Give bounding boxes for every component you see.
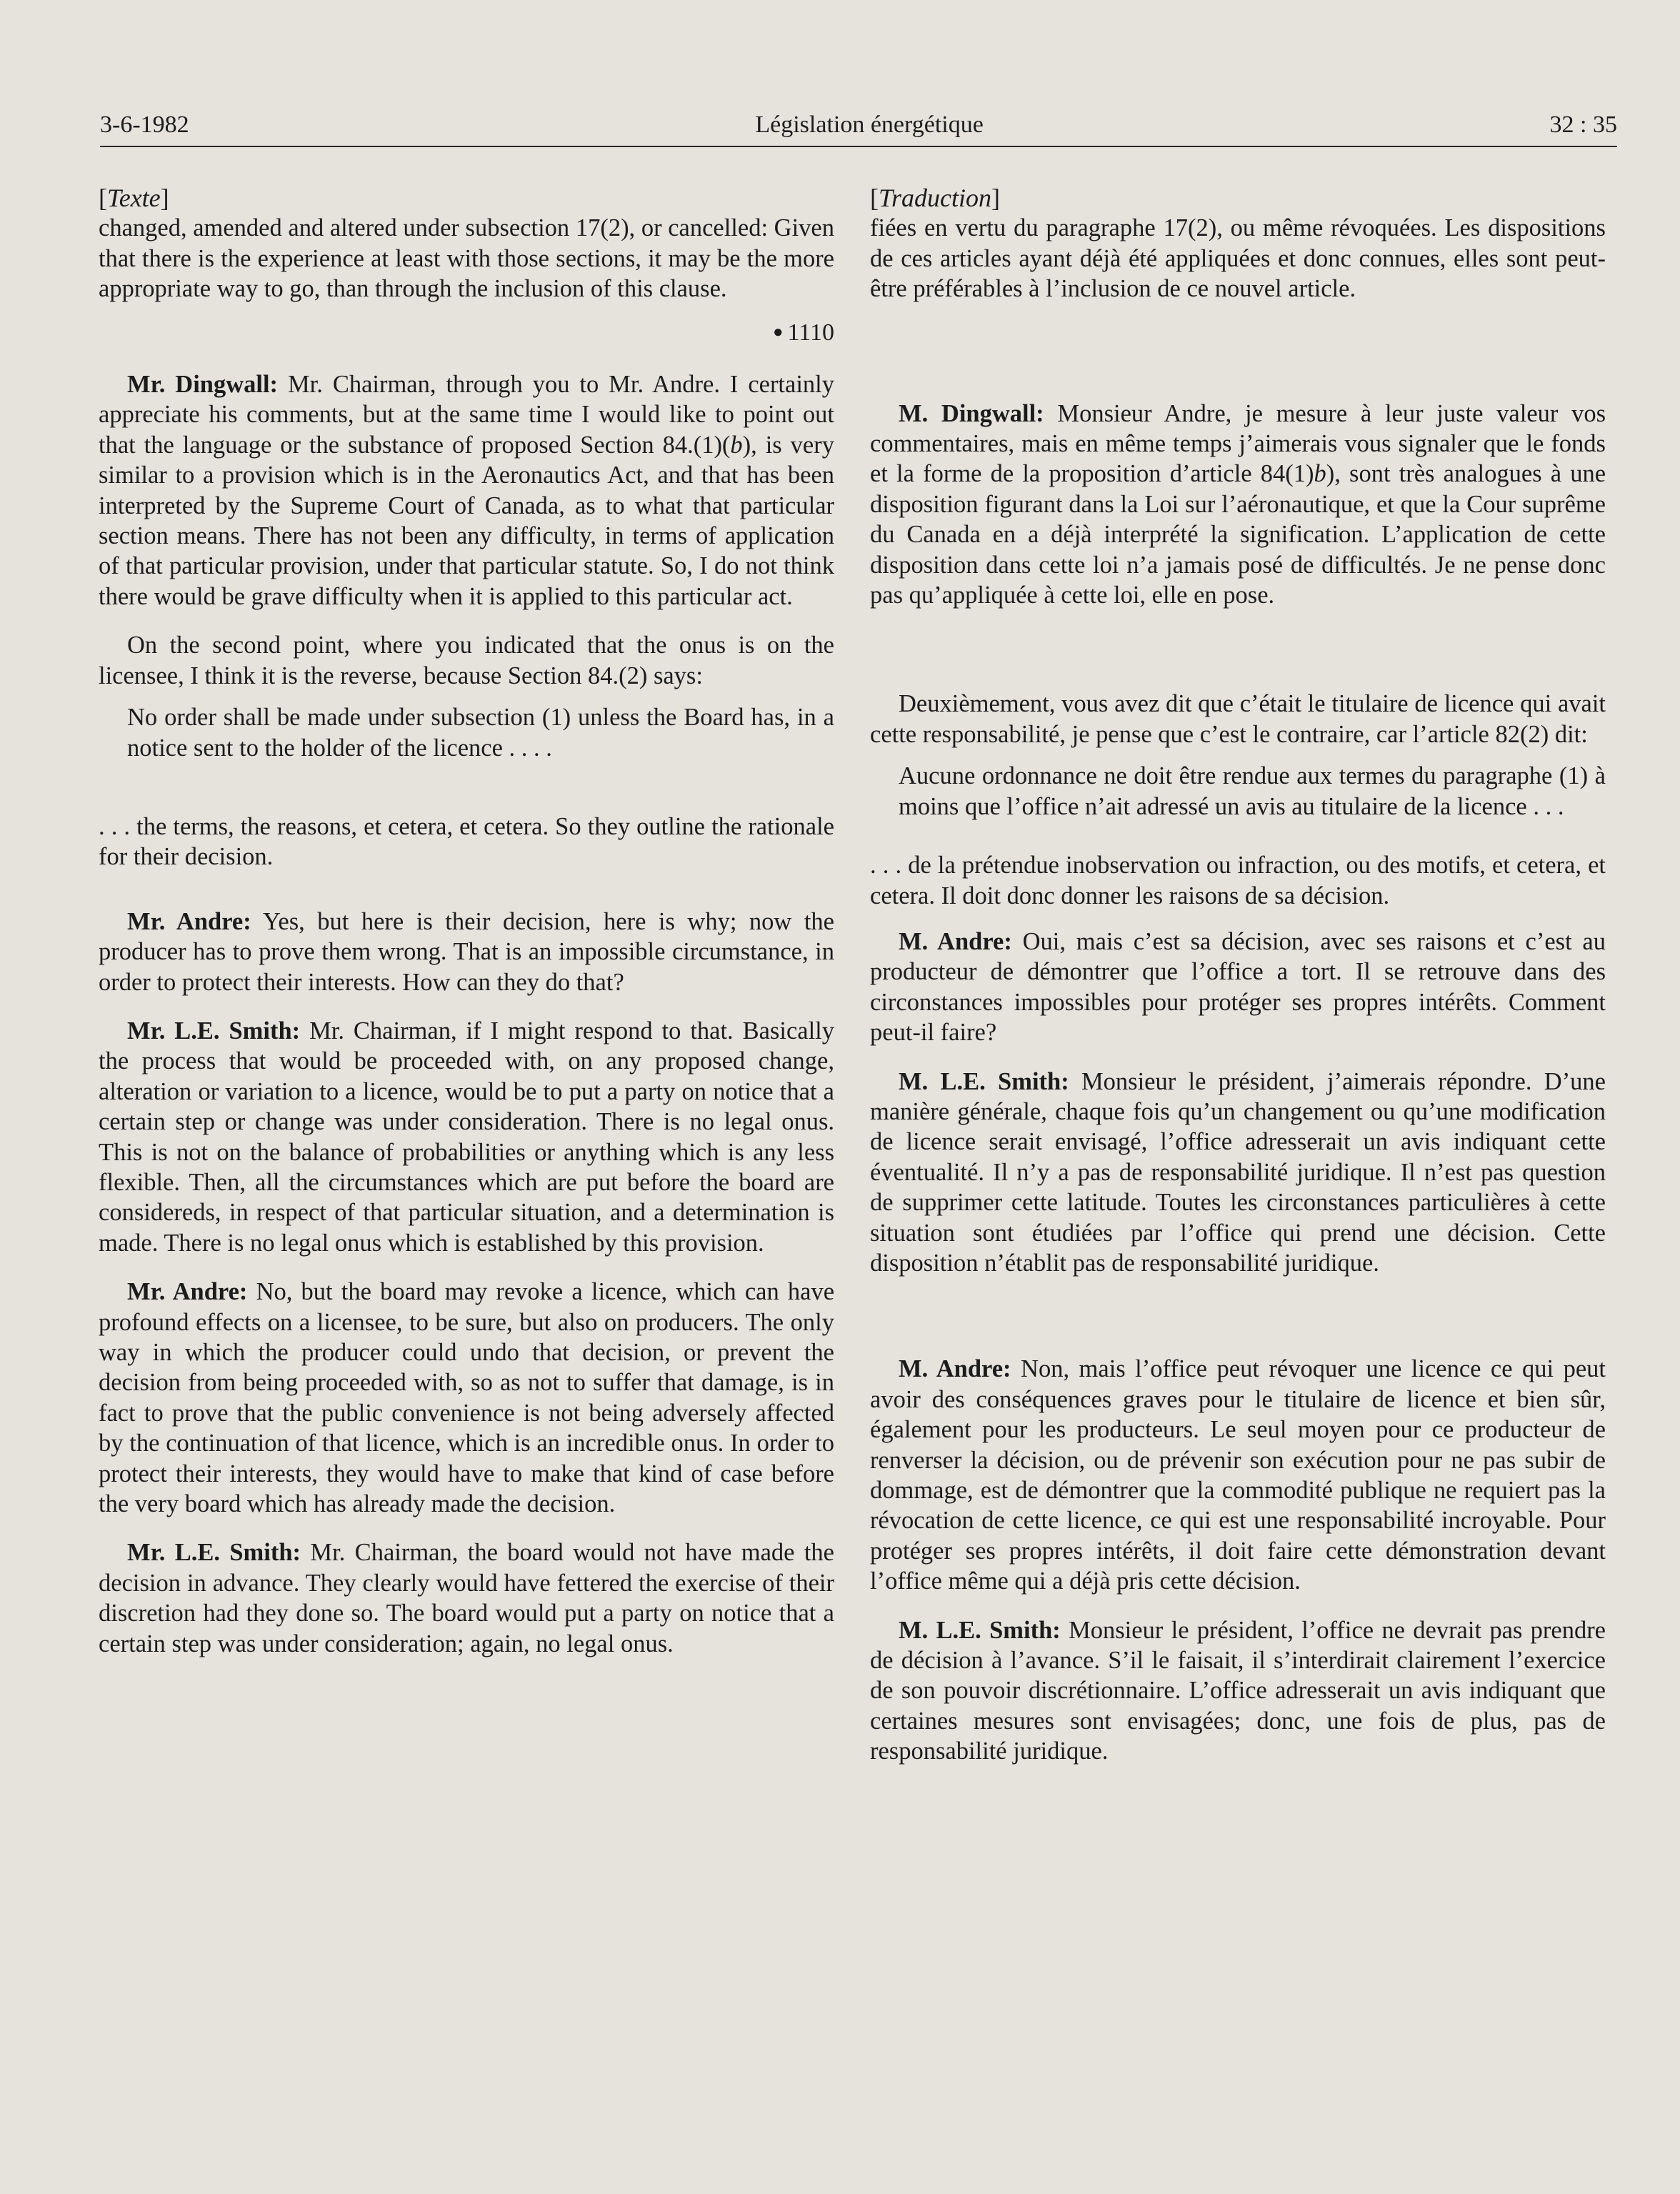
speaker-name: M. Andre: [899, 1355, 1011, 1383]
header-title: Législation énergétique [755, 111, 984, 138]
speech-smith: M. L.E. Smith: Monsieur le président, j’aimerais répondre. D’une manière générale, chaque fois qu’un changement ou qu’une modification de licence serait envisagé, l’office adresserait un avis indiquant cette éventualité. Il n’y a pas de responsabilité juridique. Il n’est pas question de supprimer cette latitude. Toutes les circonstances particulières à cette situation sont étudiées par l’office qui prend une décision. Cette disposition n’établit pas de responsabilité juridique. [870, 1067, 1606, 1277]
speaker-name: M. Dingwall: [899, 399, 1044, 427]
header-page-number: 32 : 35 [1549, 111, 1617, 138]
speaker-name: Mr. Dingwall: [127, 371, 279, 399]
speech-dingwall: M. Dingwall: Monsieur Andre, je mesure à leur juste valeur vos commentaires, mais en même temps j’aimerais vous signaler que le fonds et la forme de la proposition d’article 84(1)b), sont très analogues à une disposition figurant dans la Loi sur l’aéronautique, et que la Cour suprême du Canada en a déjà interprété la signification. L’application de cette disposition dans cette loi n’a jamais posé de difficultés. Je ne pense donc pas qu’appliquée à cette loi, elle en pose. [870, 399, 1606, 609]
paragraph: . . . the terms, the reasons, et cetera, et cetera. So they outline the rationale for their decision. [99, 812, 834, 871]
speaker-name: M. Andre: [899, 927, 1012, 955]
block-quote: Aucune ordonnance ne doit être rendue aux termes du paragraphe (1) à moins que l’office n’ait adressé un avis au titulaire de la licence . . . [899, 762, 1606, 820]
bullet-icon: ● [773, 322, 784, 341]
speech-andre: M. Andre: Oui, mais c’est sa décision, avec ses raisons et c’est au producteur de démontrer que l’office a tort. Il se retrouve dans des circonstances impossibles pour protéger ses propres intérêts. Comment peut-il faire? [870, 927, 1606, 1047]
header-date: 3-6-1982 [100, 111, 189, 138]
paragraph: changed, amended and altered under subsection 17(2), or cancelled: Given that there is the experience at least with those sections, it may be the more appropriate way to go, than through the inclusion of this clause. [99, 214, 834, 303]
speaker-name: Mr. Andre: [127, 1278, 248, 1306]
speaker-name: Mr. Andre: [127, 907, 251, 935]
speech-smith: M. L.E. Smith: Monsieur le président, l’office ne devrait pas prendre de décision à l’avance. S’il le faisait, il s’interdirait clairement l’exercice de son pouvoir discrétionnaire. L’office adresserait un avis indiquant que certaines mesures sont envisagées; donc, une fois de plus, pas de responsabilité juridique. [870, 1616, 1606, 1765]
english-column [99, 183, 834, 1659]
column-label-translation: [Traduction] [870, 184, 1001, 212]
french-column [870, 183, 1606, 1767]
speaker-name: Mr. L.E. Smith: [127, 1017, 301, 1044]
speech-andre: Mr. Andre: No, but the board may revoke a licence, which can have profound effects on a licensee, to be sure, but also on producers. The only way in which the producer could undo that decision, or prevent the decision from being proceeded with, so as not to suffer that damage, is in fact to prove that the public convenience is not being adversely affected by the continuation of that licence, which is an incredible onus. In order to protect their interests, they would have to make that kind of case before the very board which has already made the decision. [99, 1278, 835, 1518]
speech-smith: Mr. L.E. Smith: Mr. Chairman, if I might respond to that. Basically the process that would be proceeded with, on any proposed change, alteration or variation to a licence, would be to put a party on notice that a certain step or change was under consideration. There is no legal onus. This is not on the balance of probabilities or anything which is any less flexible. Then, all the circumstances which are put before the board are considereds, in respect of that particular situation, and a determination is made. There is no legal onus which is established by this provision. [99, 1017, 834, 1257]
speech-dingwall: Mr. Dingwall: Mr. Chairman, through you to Mr. Andre. I certainly appreciate his comments, but at the same time I would like to point out that the language or the substance of proposed Section 84.(1)(b), is very similar to a provision which is in the Aeronautics Act, and that has been interpreted by the Supreme Court of Canada, as to what that particular section means. There has not been any difficulty, in terms of application of that particular provision, under that particular statute. So, I do not think there would be grave difficulty when it is applied to this particular act. [99, 371, 834, 610]
paragraph: . . . de la prétendue inobservation ou infraction, ou des motifs, et cetera, et cetera. Il doit donc donner les raisons de sa décision. [870, 852, 1606, 909]
paragraph: Deuxièmement, vous avez dit que c’était le titulaire de licence qui avait cette responsabilité, je pense que c’est le contraire, car l’article 82(2) dit: [870, 690, 1606, 748]
speech-andre: Mr. Andre: Yes, but here is their decision, here is why; now the producer has to prove them wrong. That is an impossible circumstance, in order to protect their interests. How can they do that? [99, 907, 834, 996]
block-quote: No order shall be made under subsection (1) unless the Board has, in a notice sent to the holder of the licence . . . . [127, 704, 834, 762]
paragraph: fiées en vertu du paragraphe 17(2), ou même révoquées. Les dispositions de ces articles ayant déjà été appliquées et donc connues, elles sont peut-être préférables à l’inclusion de ce nouvel article. [870, 214, 1606, 303]
paragraph: On the second point, where you indicated that the onus is on the licensee, I think it is the reverse, because Section 84.(2) says: [99, 632, 834, 689]
column-label-text: [Texte] [99, 184, 169, 212]
running-header [100, 109, 1617, 147]
speech-andre: M. Andre: Non, mais l’office peut révoquer une licence ce qui peut avoir des conséquences graves pour le titulaire de licence et bien sûr, également pour les producteurs. Le seul moyen pour ce producteur de renverser la décision, ou de prévenir son exécution pour ne pas subir de dommage, est de démontrer que la commodité publique ne requiert pas la révocation de cette licence, ce qui est une responsabilité incroyable. Pour protéger ses propres intérêts, il doit faire cette démonstration devant l’office même qui a déjà pris cette décision. [870, 1355, 1606, 1595]
speech-smith: Mr. L.E. Smith: Mr. Chairman, the board would not have made the decision in advance. They clearly would have fettered the exercise of their discretion had they done so. The board would put a party on notice that a certain step was under consideration; again, no legal onus. [99, 1539, 834, 1657]
speaker-name: M. L.E. Smith: [899, 1067, 1069, 1095]
speaker-name: Mr. L.E. Smith: [127, 1539, 301, 1567]
time-marker: ● 1110 [773, 319, 834, 346]
speaker-name: M. L.E. Smith: [899, 1616, 1061, 1644]
